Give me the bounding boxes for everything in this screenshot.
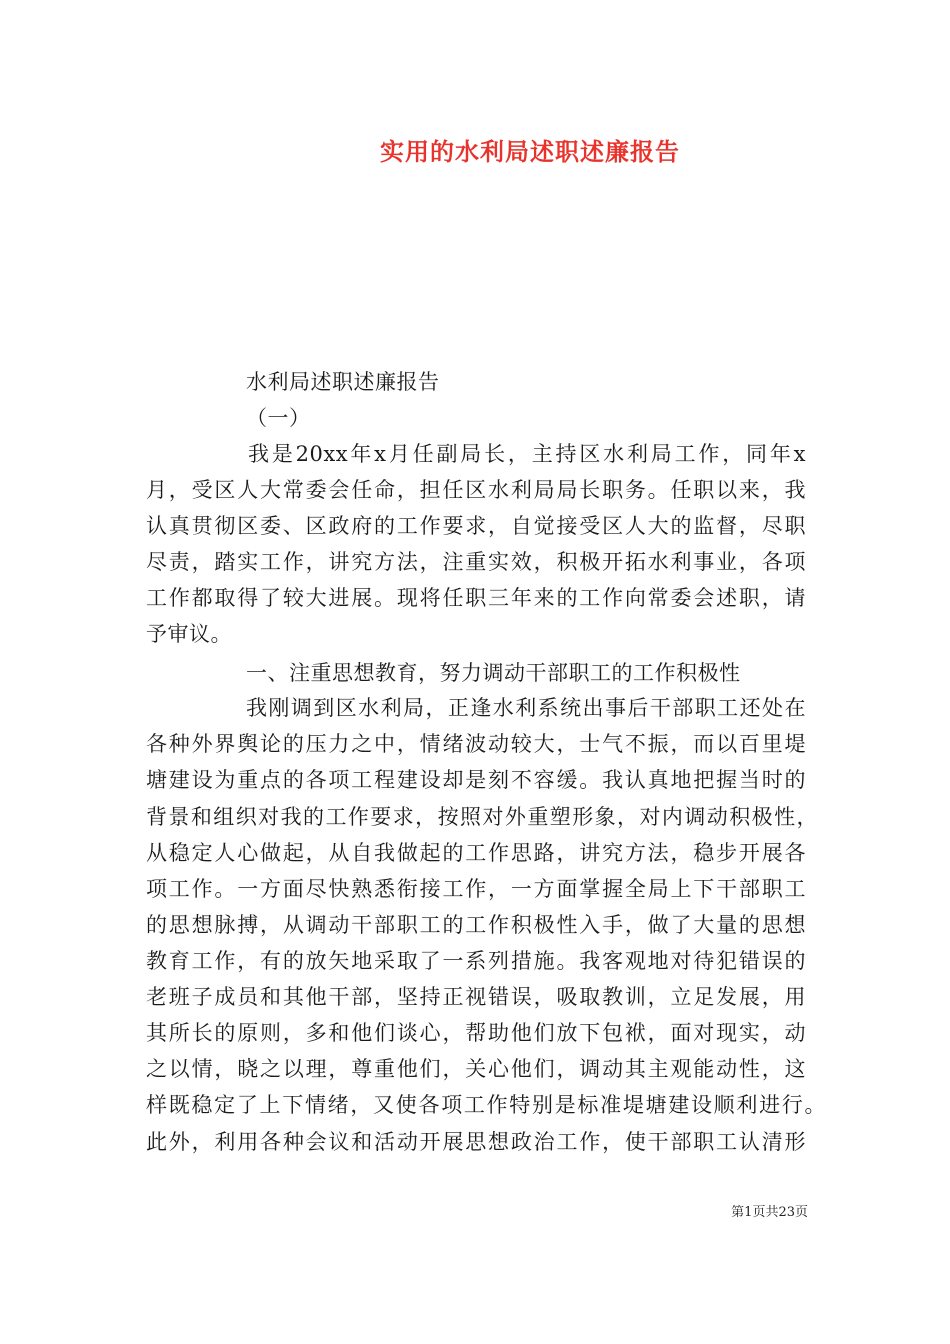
paragraph-line: 我是20xx年x月任副局长，主持区水利局工作，同年x xyxy=(248,442,806,466)
paragraph-line: 尽责，踏实工作，讲究方法，注重实效，积极开拓水利事业，各项 xyxy=(146,550,806,574)
document-subtitle: 水利局述职述廉报告 xyxy=(246,370,440,394)
section-heading: 一、注重思想教育，努力调动干部职工的工作积极性 xyxy=(246,661,741,685)
paragraph-line: 教育工作，有的放矢地采取了一系列措施。我客观地对待犯错误的 xyxy=(146,949,806,973)
paragraph-line: 工作都取得了较大进展。现将任职三年来的工作向常委会述职，请 xyxy=(146,586,806,610)
paragraph-line: 之以情，晓之以理，尊重他们，关心他们，调动其主观能动性，这 xyxy=(146,1057,806,1081)
paragraph-line: 其所长的原则，多和他们谈心，帮助他们放下包袱，面对现实，动 xyxy=(146,1021,806,1045)
paragraph-line: 从稳定人心做起，从自我做起的工作思路，讲究方法，稳步开展各 xyxy=(146,841,806,865)
paragraph-line: 背景和组织对我的工作要求，按照对外重塑形象，对内调动积极性， xyxy=(146,805,818,829)
paragraph-line: 项工作。一方面尽快熟悉衔接工作，一方面掌握全局上下干部职工 xyxy=(146,877,806,901)
paragraph-line: 我刚调到区水利局，正逢水利系统出事后干部职工还处在 xyxy=(246,696,806,720)
paragraph-line: 月，受区人大常委会任命，担任区水利局局长职务。任职以来，我 xyxy=(146,478,806,502)
page-number: 第1页共23页 xyxy=(731,1205,808,1220)
paragraph-line: 塘建设为重点的各项工程建设却是刻不容缓。我认真地把握当时的 xyxy=(146,768,806,792)
paragraph-line: 的思想脉搏，从调动干部职工的工作积极性入手，做了大量的思想 xyxy=(146,913,806,937)
section-marker: （一） xyxy=(246,406,311,430)
paragraph-line: 此外，利用各种会议和活动开展思想政治工作，使干部职工认清形 xyxy=(146,1130,806,1154)
document-title: 实用的水利局述职述廉报告 xyxy=(380,137,680,166)
paragraph-line: 予审议。 xyxy=(146,622,232,646)
paragraph-line: 老班子成员和其他干部，坚持正视错误，吸取教训，立足发展，用 xyxy=(146,985,806,1009)
paragraph-line: 样既稳定了上下情绪，又使各项工作特别是标准堤塘建设顺利进行。 xyxy=(146,1093,826,1117)
paragraph-line: 认真贯彻区委、区政府的工作要求，自觉接受区人大的监督，尽职 xyxy=(146,514,806,538)
paragraph-line: 各种外界舆论的压力之中，情绪波动较大，士气不振，而以百里堤 xyxy=(146,732,806,756)
